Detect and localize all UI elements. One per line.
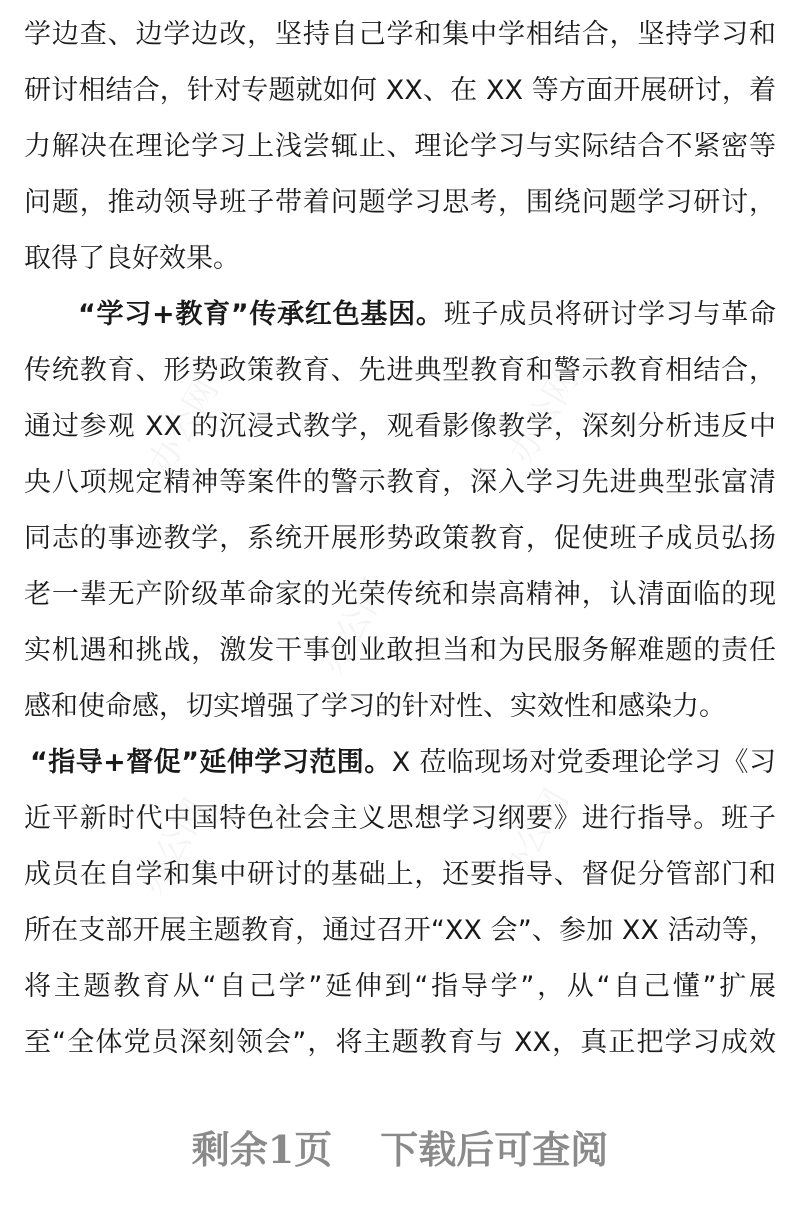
section-heading: “指导+督促”延伸学习范围。 <box>30 747 392 778</box>
section-heading: “学习+教育”传承红色基因。 <box>78 299 444 330</box>
paragraph-line: 传统教育、形势政策教育、先进典型教育和警示教育相结合， <box>24 355 776 386</box>
paragraph-line: 实机遇和挑战，激发干事创业敢担当和为民服务解难题的责任 <box>24 635 776 666</box>
section-first-line-text: X 莅临现场对党委理论学习《习 <box>391 747 776 778</box>
paragraph-line: 央八项规定精神等案件的警示教育，深入学习先进典型张富清 <box>24 467 776 498</box>
section-first-line <box>78 288 776 342</box>
watermark: 办公网 <box>501 362 587 471</box>
paragraph-line: 感和使命感，切实增强了学习的针对性、实效性和感染力。 <box>24 691 726 722</box>
paragraph-line: 所在支部开展主题教育，通过召开“XX 会”、参加 XX 活动等， <box>24 915 776 946</box>
paragraph-line: 取得了良好效果。 <box>24 243 240 274</box>
paragraph-line: 力解决在理论学习上浅尝辄止、理论学习与实际结合不紧密等 <box>24 131 776 162</box>
watermark: 办公网 <box>311 572 397 681</box>
paragraph-line: 同志的事迹教学，系统开展形势政策教育，促使班子成员弘扬 <box>24 523 776 554</box>
watermark: 办公网 <box>131 792 217 901</box>
remaining-pages-text: 剩余1页 <box>191 1127 333 1172</box>
watermark: 办公网 <box>491 782 577 891</box>
section-first-line-text: 班子成员将研讨学习与革命 <box>443 299 776 330</box>
paragraph-line: 问题，推动领导班子带着问题学习思考，围绕问题学习研讨， <box>24 187 776 218</box>
paragraph-line: 近平新时代中国特色社会主义思想学习纲要》进行指导。班子 <box>24 803 776 834</box>
download-prompt[interactable] <box>0 1110 800 1190</box>
paragraph-line: 老一辈无产阶级革命家的光荣传统和崇高精神，认清面临的现 <box>24 579 776 610</box>
paragraph-line: 学边查、边学边改，坚持自己学和集中学相结合，坚持学习和 <box>24 19 776 50</box>
watermark: 办公网 <box>141 372 227 481</box>
paragraph-line: 成员在自学和集中研讨的基础上，还要指导、督促分管部门和 <box>24 859 776 890</box>
section-first-line <box>30 736 776 790</box>
paragraph-line: 研讨相结合，针对专题就如何 XX、在 XX 等方面开展研讨，着 <box>24 75 776 106</box>
paragraph-line: 将主题教育从“自己学”延伸到“指导学”，从“自己懂”扩展 <box>24 971 776 1002</box>
paragraph-line: 通过参观 XX 的沉浸式教学，观看影像教学，深刻分析违反中 <box>24 411 776 442</box>
download-to-view-text[interactable]: 下载后可查阅 <box>380 1127 609 1172</box>
paragraph-line: 至“全体党员深刻领会”，将主题教育与 XX，真正把学习成效 <box>24 1027 776 1058</box>
